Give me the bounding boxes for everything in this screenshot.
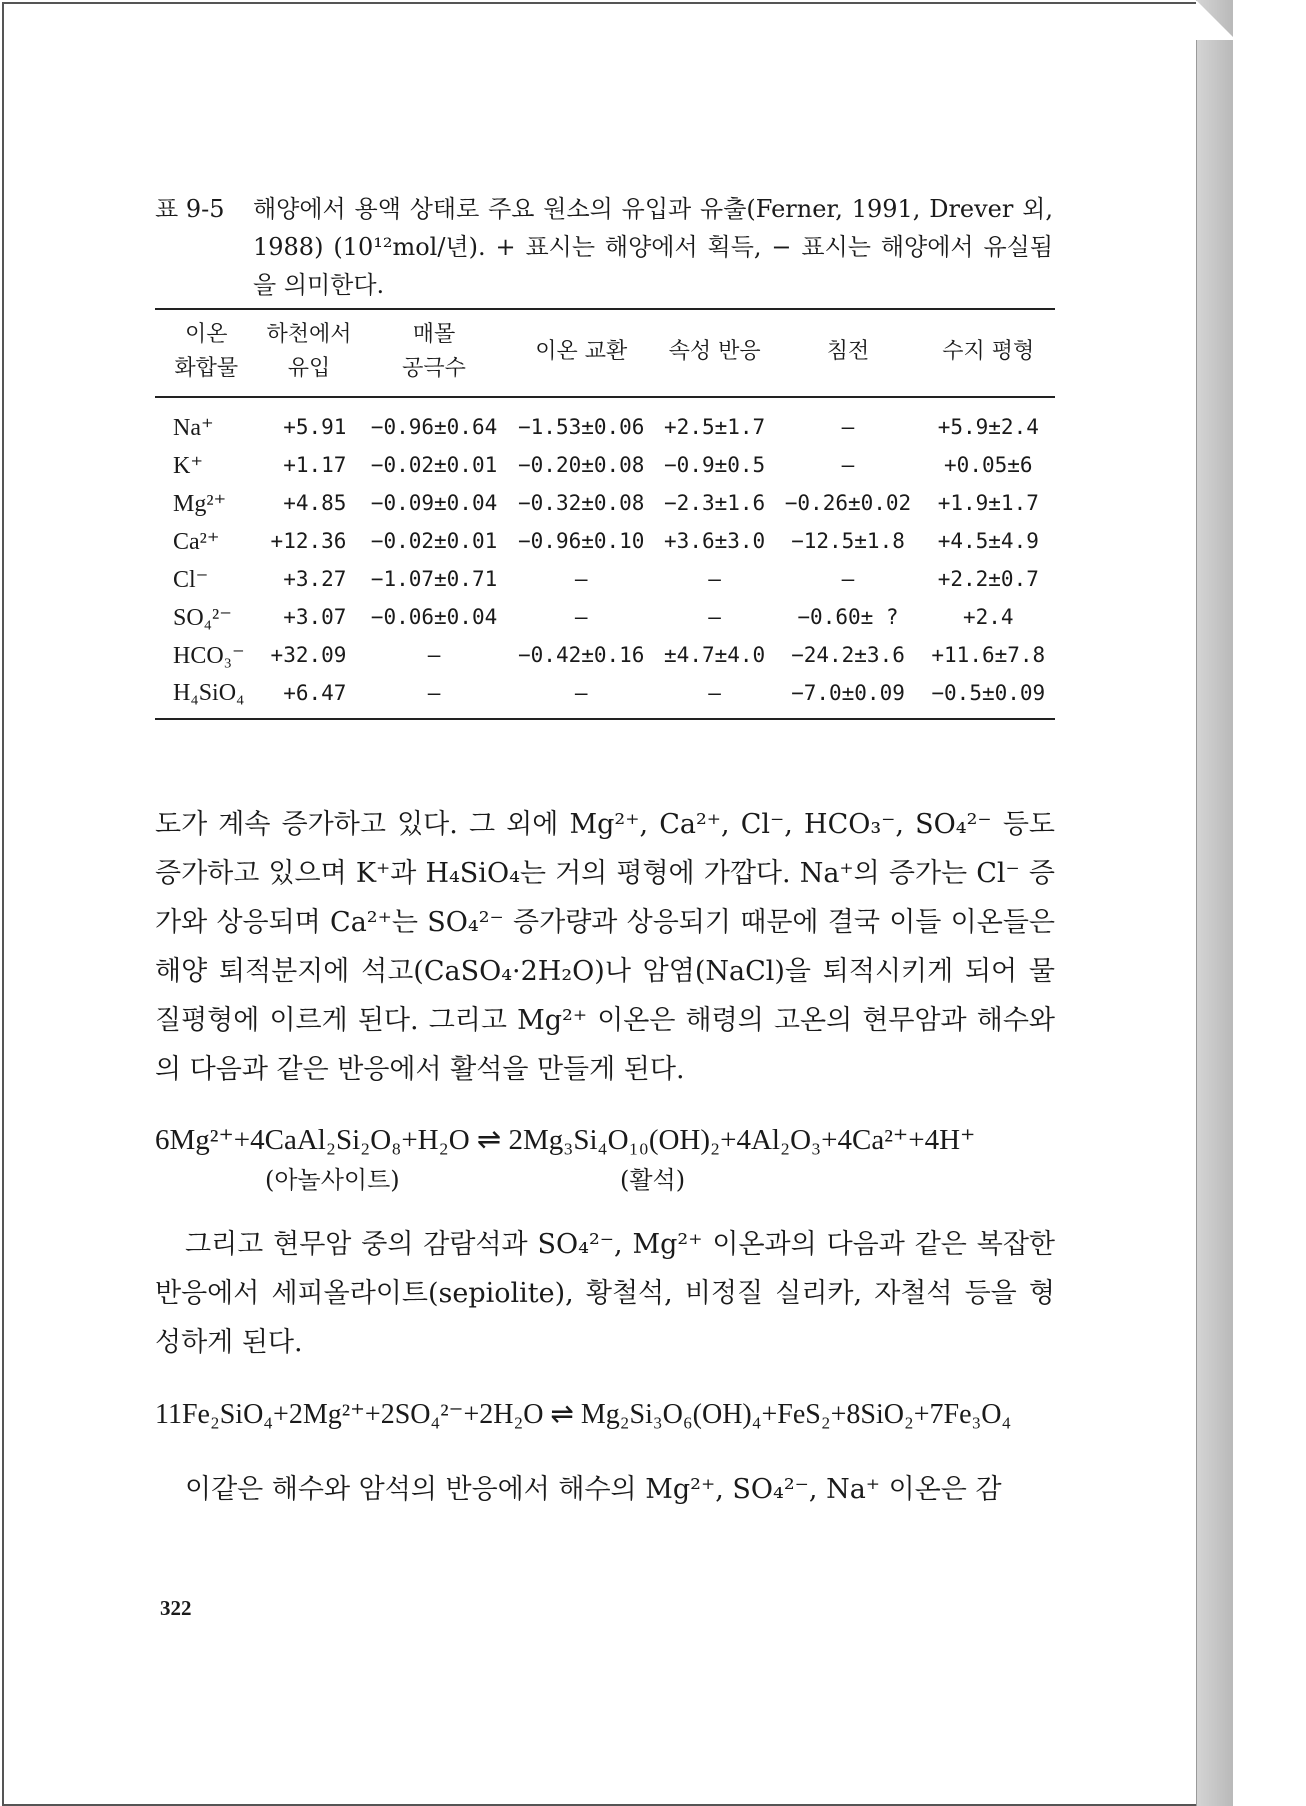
cell-pore: −1.07±0.71 (370, 567, 498, 591)
body-paragraph-2: 그리고 현무암 중의 감람석과 SO₄²⁻, Mg²⁺ 이온과의 다음과 같은 복잡한 반응에서 세피올라이트(sepiolite), 황철석, 비정질 실리카, 자철석 등을 형성하게 된다. (155, 1229, 1055, 1358)
cell-exchange: — (574, 605, 588, 629)
cell-pore: −0.02±0.01 (370, 453, 498, 477)
cell-ion: HCO₃⁻ (173, 642, 245, 669)
cell-river: +6.47 (283, 681, 347, 705)
cell-river: +3.07 (283, 605, 347, 629)
cell-ion: Na⁺ (173, 414, 214, 441)
cell-river: +12.36 (270, 529, 347, 553)
header-exchange: 이온 교환 (508, 309, 655, 397)
header-river: 하천에서 유입 (258, 309, 361, 397)
cell-exchange: — (574, 567, 588, 591)
cell-pore: — (427, 681, 441, 705)
cell-exchange: −0.32±0.08 (518, 491, 645, 515)
header-ion: 이온 화합물 (155, 309, 258, 397)
header-pore: 매몰 공극수 (360, 309, 507, 397)
cell-river: +4.85 (283, 491, 347, 515)
table-number: 표 9-5 (155, 195, 225, 223)
cell-precip: −24.2±3.6 (791, 643, 905, 667)
ion-flux-table (155, 308, 1055, 720)
equation-1: 6Mg²⁺+4CaAl₂Si₂O₈+H₂O ⇌ 2Mg₃Si₄O₁₀(OH)₂+4Al₂O₃+4Ca²⁺+4H⁺ (155, 1124, 976, 1156)
cell-balance: −0.5±0.09 (931, 681, 1046, 705)
cell-river: +3.27 (283, 567, 347, 591)
cell-diagenesis: — (708, 681, 721, 705)
cell-pore: −0.09±0.04 (370, 491, 498, 515)
cell-exchange: −0.96±0.10 (518, 529, 645, 553)
cell-pore: −0.96±0.64 (370, 415, 498, 439)
header-diagenesis: 속성 반응 (655, 309, 775, 397)
cell-pore: −0.02±0.01 (370, 529, 498, 553)
table-row (155, 674, 1055, 719)
cell-balance: +4.5±4.9 (937, 529, 1039, 553)
table-caption-text: 해양에서 용액 상태로 주요 원소의 유입과 유출(Ferner, 1991, Drever 외, 1988) (10¹²mol/년). + 표시는 해양에서 획득, − 표시는 해양에서 유실됨을 의미한다. (253, 195, 1053, 299)
cell-diagenesis: ±4.7±4.0 (664, 643, 766, 667)
cell-diagenesis: −0.9±0.5 (664, 453, 766, 477)
cell-balance: +0.05±6 (944, 453, 1033, 477)
cell-diagenesis: — (708, 567, 721, 591)
body-paragraph-1: 도가 계속 증가하고 있다. 그 외에 Mg²⁺, Ca²⁺, Cl⁻, HCO₃⁻, SO₄²⁻ 등도 증가하고 있으며 K⁺과 H₄SiO₄는 거의 평형에 가깝다. Na⁺의 증가는 Cl⁻ 증가와 상응되며 Ca²⁺는 SO₄²⁻ 증가량과 상응되기 때문에 결국 이들 이온들은 해양 퇴적분지에 석고(CaSO₄·2H₂O)나 암염(NaCl)을 퇴적시키게 되어 물질평형에 이르게 된다. 그리고 Mg²⁺ 이온은 해령의 고온의 현무암과 해수와의 다음과 같은 반응에서 활석을 만들게 된다. (155, 809, 1055, 1085)
cell-ion: SO₄²⁻ (173, 604, 232, 631)
cell-precip: −0.60± ? (797, 605, 899, 629)
cell-exchange: −0.20±0.08 (518, 453, 645, 477)
header-balance: 수지 평형 (922, 309, 1055, 397)
cell-diagenesis: −2.3±1.6 (664, 491, 766, 515)
table-row (155, 522, 1055, 560)
cell-balance: +1.9±1.7 (937, 491, 1039, 515)
table-row (155, 484, 1055, 522)
cell-ion: Ca²⁺ (173, 528, 220, 555)
equation-1-label-anorthite: (아놀사이트) (265, 1166, 400, 1194)
cell-exchange: — (574, 681, 588, 705)
cell-precip: — (841, 453, 855, 477)
cell-precip: −0.26±0.02 (784, 491, 912, 515)
cell-balance: +2.4 (963, 605, 1014, 629)
cell-balance: +11.6±7.8 (931, 643, 1046, 667)
cell-pore: −0.06±0.04 (370, 605, 498, 629)
cell-ion: Cl⁻ (173, 566, 209, 593)
cell-ion: K⁺ (173, 452, 203, 479)
cell-river: +1.17 (283, 453, 347, 477)
table-row (155, 446, 1055, 484)
equation-2: 11Fe₂SiO₄+2Mg²⁺+2SO₄²⁻+2H₂O ⇌ Mg₂Si₃O₆(OH)₄+FeS₂+8SiO₂+7Fe₃O₄ (155, 1399, 1012, 1430)
cell-ion: H₄SiO₄ (173, 679, 245, 706)
header-precip: 침전 (774, 309, 921, 397)
cell-river: +5.91 (283, 415, 347, 439)
page-number: 322 (160, 1596, 192, 1620)
cell-balance: +2.2±0.7 (937, 567, 1039, 591)
cell-exchange: −1.53±0.06 (518, 415, 645, 439)
body-paragraph-3: 이같은 해수와 암석의 반응에서 해수의 Mg²⁺, SO₄²⁻, Na⁺ 이온은 감 (185, 1474, 1002, 1505)
table-row (155, 397, 1055, 446)
table-header-row (155, 309, 1055, 397)
cell-ion: Mg²⁺ (173, 490, 227, 517)
cell-precip: — (841, 567, 855, 591)
cell-precip: −7.0±0.09 (791, 681, 905, 705)
cell-precip: −12.5±1.8 (791, 529, 905, 553)
cell-pore: — (427, 643, 441, 667)
table-row (155, 636, 1055, 674)
equation-1-label-talc: (활석) (620, 1166, 686, 1194)
cell-river: +32.09 (270, 643, 347, 667)
table-row (155, 598, 1055, 636)
cell-diagenesis: +3.6±3.0 (664, 529, 766, 553)
table-row (155, 560, 1055, 598)
cell-diagenesis: +2.5±1.7 (664, 415, 766, 439)
cell-balance: +5.9±2.4 (937, 415, 1039, 439)
cell-exchange: −0.42±0.16 (518, 643, 645, 667)
book-page-edge (1196, 0, 1233, 1806)
cell-diagenesis: — (708, 605, 721, 629)
cell-precip: — (841, 415, 855, 439)
